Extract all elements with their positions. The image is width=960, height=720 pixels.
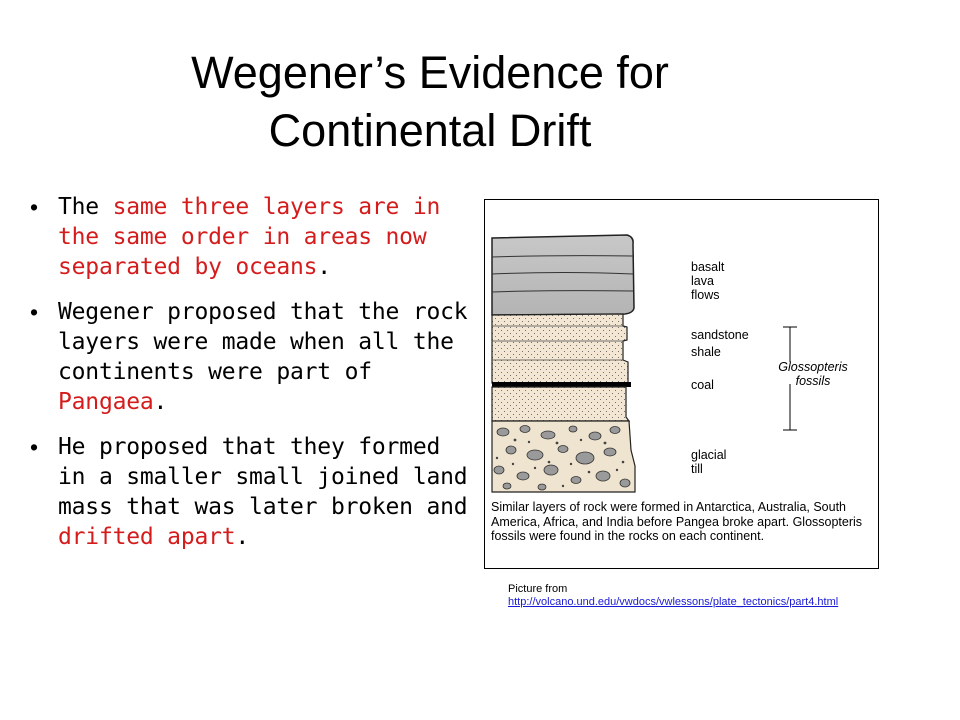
label-coal: coal <box>691 378 714 392</box>
label-basalt-lava-flows <box>691 260 724 302</box>
bullet-text-run: drifted apart <box>58 524 236 550</box>
title-line-1: Wegener’s Evidence for <box>191 47 669 98</box>
coal-layer <box>492 382 631 387</box>
slide-title <box>120 44 740 160</box>
bullet-text-run: Pangaea <box>58 389 154 415</box>
bullet-text-run: . <box>235 524 250 550</box>
label-glacial: glacial <box>691 448 727 462</box>
label-basalt: basalt <box>691 260 725 274</box>
label-glossopteris: Glossopteris <box>778 360 848 374</box>
bullet-text-run: . <box>153 389 168 415</box>
bullet-list <box>28 192 468 567</box>
figure-caption: Similar layers of rock were formed in Antarctica, Australia, South America, Africa, and India before Pangea broke apart. Glossopteris fossils were found in the rocks on each continent. <box>491 500 863 543</box>
label-sandstone: sandstone <box>691 328 749 342</box>
label-glacial-till <box>691 448 726 476</box>
bullet-item <box>28 432 468 552</box>
bullet-text-run: same three layers are in the same order in areas now separated by oceans <box>58 194 441 280</box>
lower-sandstone-layer <box>492 387 629 421</box>
bullet-item <box>28 192 468 282</box>
bullet-item <box>28 297 468 417</box>
sandstone-shale-layer <box>492 314 628 383</box>
label-till: till <box>691 462 703 476</box>
label-fossils: fossils <box>795 374 831 388</box>
label-lava: lava <box>691 274 714 288</box>
picture-credit <box>508 583 853 609</box>
label-glossopteris-fossils <box>753 360 873 388</box>
credit-label: Picture from <box>508 583 568 595</box>
label-shale: shale <box>691 345 721 359</box>
glacial-till-layer <box>492 421 635 492</box>
bullet-text-run: . <box>317 254 331 280</box>
bullet-text-run: The <box>58 194 113 220</box>
basalt-layer <box>492 235 634 315</box>
credit-link[interactable]: http://volcano.und.edu/vwdocs/vwlessons/plate_tectonics/part4.html <box>508 596 839 608</box>
bullet-text-run: Wegener proposed that the rock layers were made when all the continents were part of <box>58 299 468 385</box>
title-line-2: Continental Drift <box>268 105 592 156</box>
label-flows: flows <box>691 288 720 302</box>
rock-layers-figure <box>484 199 879 569</box>
bullet-text-run: He proposed that they formed in a smaller small joined land mass that was later broken and <box>58 434 468 520</box>
